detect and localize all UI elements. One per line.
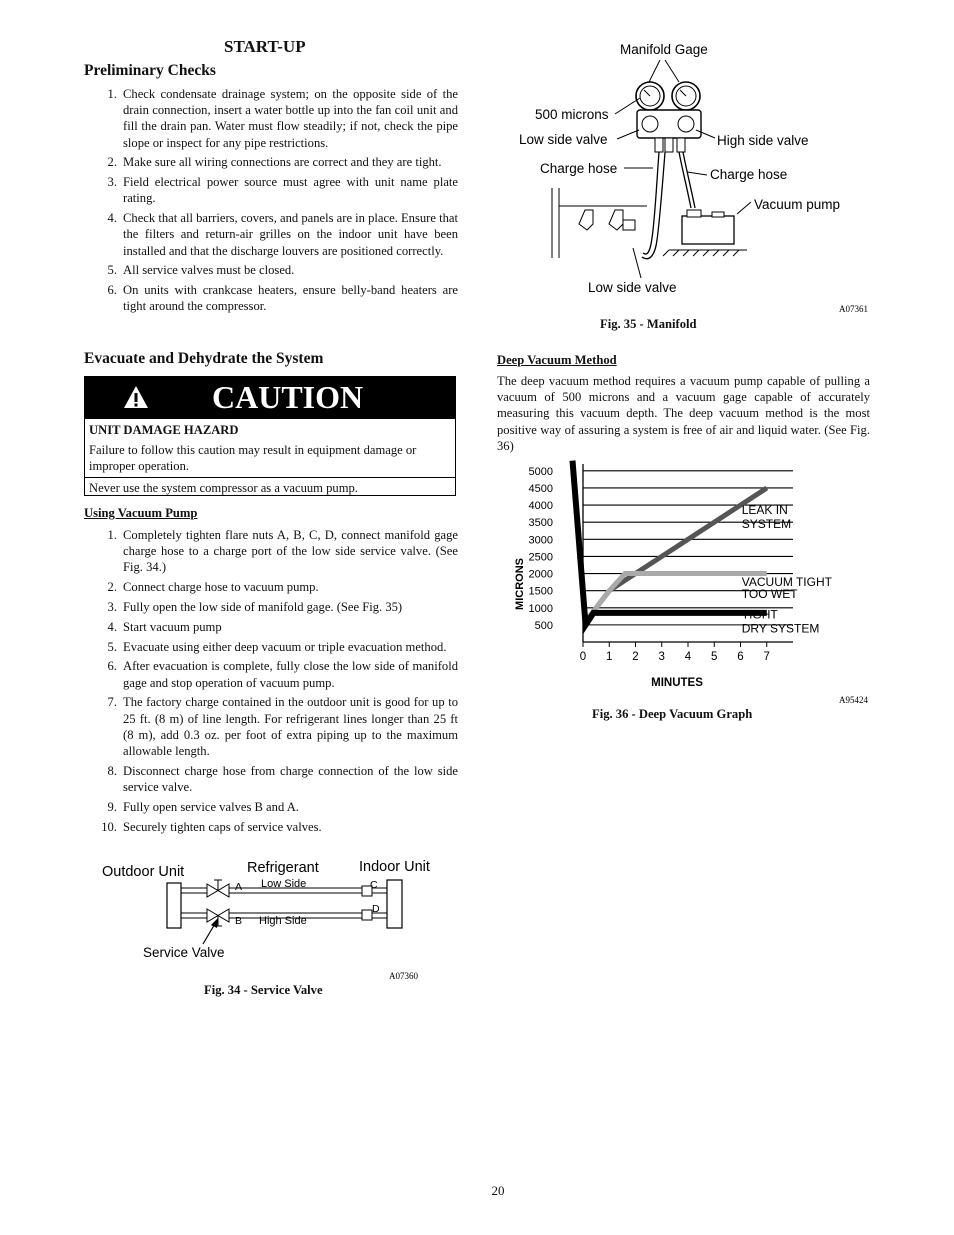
list-item: 1. Check condensate drainage system; on the opposite side of the drain connection, insert a water bottle up into the fan coil unit and fill the drain pan. Water must flow steadily; if not, check the pipe slope or inspect for any pipe restrictions. xyxy=(107,87,458,150)
charge-hose-left-label: Charge hose xyxy=(540,161,618,176)
outdoor-unit-label: Outdoor Unit xyxy=(102,864,185,880)
label-d: D xyxy=(372,903,380,915)
y-tick-label: 4000 xyxy=(528,500,553,513)
low-side-valve-label: Low side valve xyxy=(519,132,608,147)
x-tick-label: 2 xyxy=(632,651,639,663)
evacuate-heading: Evacuate and Dehydrate the System xyxy=(84,350,324,367)
y-tick-label: 500 xyxy=(534,619,553,632)
series-label: SYSTEM xyxy=(741,516,792,531)
label-b: B xyxy=(235,915,243,927)
caution-text: Failure to follow this caution may result in equipment damage or improper operation. xyxy=(89,443,417,473)
low-side-valve-bottom-label: Low side valve xyxy=(588,280,677,295)
list-item: 3. Field electrical power source must agree with unit name plate rating. xyxy=(107,175,458,206)
vacuum-pump-list xyxy=(84,527,458,838)
indoor-unit-label: Indoor Unit xyxy=(359,859,430,875)
caution-note: Never use the system compressor as a vacuum pump. xyxy=(89,481,358,495)
x-tick-label: 5 xyxy=(711,651,718,663)
flare-nut-d xyxy=(362,910,372,920)
divider xyxy=(85,477,455,478)
list-item: 4. Check that all barriers, covers, and panels are in place. Ensure that the filters and return-air grilles on the indoor unit have been installed and that the discharge louvers are positioned correctly. xyxy=(107,211,458,258)
y-tick-label: 1000 xyxy=(528,602,553,615)
manifold-gage-label: Manifold Gage xyxy=(620,42,708,57)
service-valve-label: Service Valve xyxy=(143,945,225,960)
caution-bar xyxy=(85,377,455,419)
vacuum-pump-icon xyxy=(682,216,734,244)
high-side-label: High Side xyxy=(259,915,307,927)
list-item: 1. Completely tighten flare nuts A, B, C, D, connect manifold gage charge hose to a charge port of the low side service valve. (See Fig. 34.) xyxy=(107,528,458,575)
x-tick-label: 3 xyxy=(658,651,665,663)
y-tick-label: 2000 xyxy=(528,568,553,581)
deep-vacuum-chart xyxy=(497,458,877,708)
x-tick-label: 7 xyxy=(763,651,770,663)
list-item: 10. Securely tighten caps of service valves. xyxy=(101,819,322,834)
list-item: 2. Make sure all wiring connections are correct and they are tight. xyxy=(107,155,442,170)
indoor-unit-box xyxy=(387,880,402,928)
y-tick-label: 4500 xyxy=(528,482,553,495)
figure-code: A07360 xyxy=(389,971,418,981)
warning-triangle-icon xyxy=(123,385,149,409)
y-tick-label: 3500 xyxy=(528,517,553,530)
list-item: 9. Fully open service valves B and A. xyxy=(107,799,299,814)
figure-code: A07361 xyxy=(839,304,868,314)
low-side-label: Low Side xyxy=(261,878,307,890)
high-side-valve-label: High side valve xyxy=(717,133,809,148)
microns-label: 500 microns xyxy=(535,107,609,122)
y-tick-label: 2500 xyxy=(528,551,553,564)
outdoor-unit-box xyxy=(167,883,181,928)
service-valve-diagram xyxy=(100,852,460,982)
list-item: 2. Connect charge hose to vacuum pump. xyxy=(107,580,319,595)
list-item: 3. Fully open the low side of manifold gage. (See Fig. 35) xyxy=(107,600,403,614)
x-tick-label: 0 xyxy=(579,651,587,663)
caution-box xyxy=(84,376,456,496)
deep-vacuum-paragraph: The deep vacuum method requires a vacuum pump capable of pulling a vacuum of 500 microns and a vacuum gage capable of accurately measuring this vacuum depth. The deep vacuum method is the most positive way of assuring a system is free of air and liquid water. (See Fig. 36) xyxy=(497,374,870,453)
list-item: 6. After evacuation is complete, fully close the low side of manifold gage and stop operation of vacuum pump. xyxy=(107,659,458,690)
y-tick-label: 1500 xyxy=(528,585,553,598)
fig34-caption: Fig. 34 - Service Valve xyxy=(204,983,323,997)
x-tick-label: 6 xyxy=(737,651,744,663)
list-item: 5. Evacuate using either deep vacuum or triple evacuation method. xyxy=(107,639,447,654)
manifold-diagram xyxy=(497,38,877,320)
list-item: 6. On units with crankcase heaters, ensure belly-band heaters are tight around the compressor. xyxy=(107,283,458,314)
figure-code: A95424 xyxy=(839,695,868,705)
series-label: VACUUM TIGHT xyxy=(741,575,832,590)
y-tick-label: 3000 xyxy=(528,534,553,547)
x-axis-label: MINUTES xyxy=(651,677,703,689)
refrigerant-label: Refrigerant xyxy=(247,860,319,876)
x-tick-label: 1 xyxy=(606,651,613,663)
y-axis-label: MICRONS xyxy=(514,558,526,610)
label-a: A xyxy=(235,881,243,893)
list-item: 4. Start vacuum pump xyxy=(107,619,222,634)
deep-vacuum-heading: Deep Vacuum Method xyxy=(497,353,617,367)
series-label: LEAK IN xyxy=(741,503,788,518)
preliminary-checks-heading: Preliminary Checks xyxy=(84,62,216,79)
label-c: C xyxy=(370,879,378,891)
y-tick-label: 5000 xyxy=(528,465,553,478)
list-item: 5. All service valves must be closed. xyxy=(107,263,295,278)
series-label: TIGHT xyxy=(741,607,778,622)
x-tick-label: 4 xyxy=(684,651,692,663)
hazard-title: UNIT DAMAGE HAZARD xyxy=(89,423,239,437)
fig36-caption: Fig. 36 - Deep Vacuum Graph xyxy=(592,707,753,721)
caution-title: CAUTION xyxy=(212,379,364,415)
list-item: 7. The factory charge contained in the outdoor unit is good for up to 25 ft. (8 m) of line length. For refrigerant lines longer than 25 ft (8 m), add 0.3 oz. per foot of extra piping up to the maximum allowable length. xyxy=(107,695,458,758)
preliminary-checks-list xyxy=(84,86,458,318)
series-label: DRY SYSTEM xyxy=(741,621,820,636)
fig35-caption: Fig. 35 - Manifold xyxy=(600,317,697,331)
vacuum-pump-label: Vacuum pump xyxy=(754,197,841,212)
charge-hose-right-label: Charge hose xyxy=(710,167,788,182)
series-line xyxy=(588,488,767,618)
series-label: TOO WET xyxy=(741,587,798,602)
page-number: 20 xyxy=(491,1183,505,1198)
using-vacuum-pump-heading: Using Vacuum Pump xyxy=(84,506,198,520)
list-item: 8. Disconnect charge hose from charge connection of the low side service valve. xyxy=(107,763,458,794)
valve-a-icon xyxy=(207,884,218,897)
section-heading: START-UP xyxy=(224,37,306,56)
